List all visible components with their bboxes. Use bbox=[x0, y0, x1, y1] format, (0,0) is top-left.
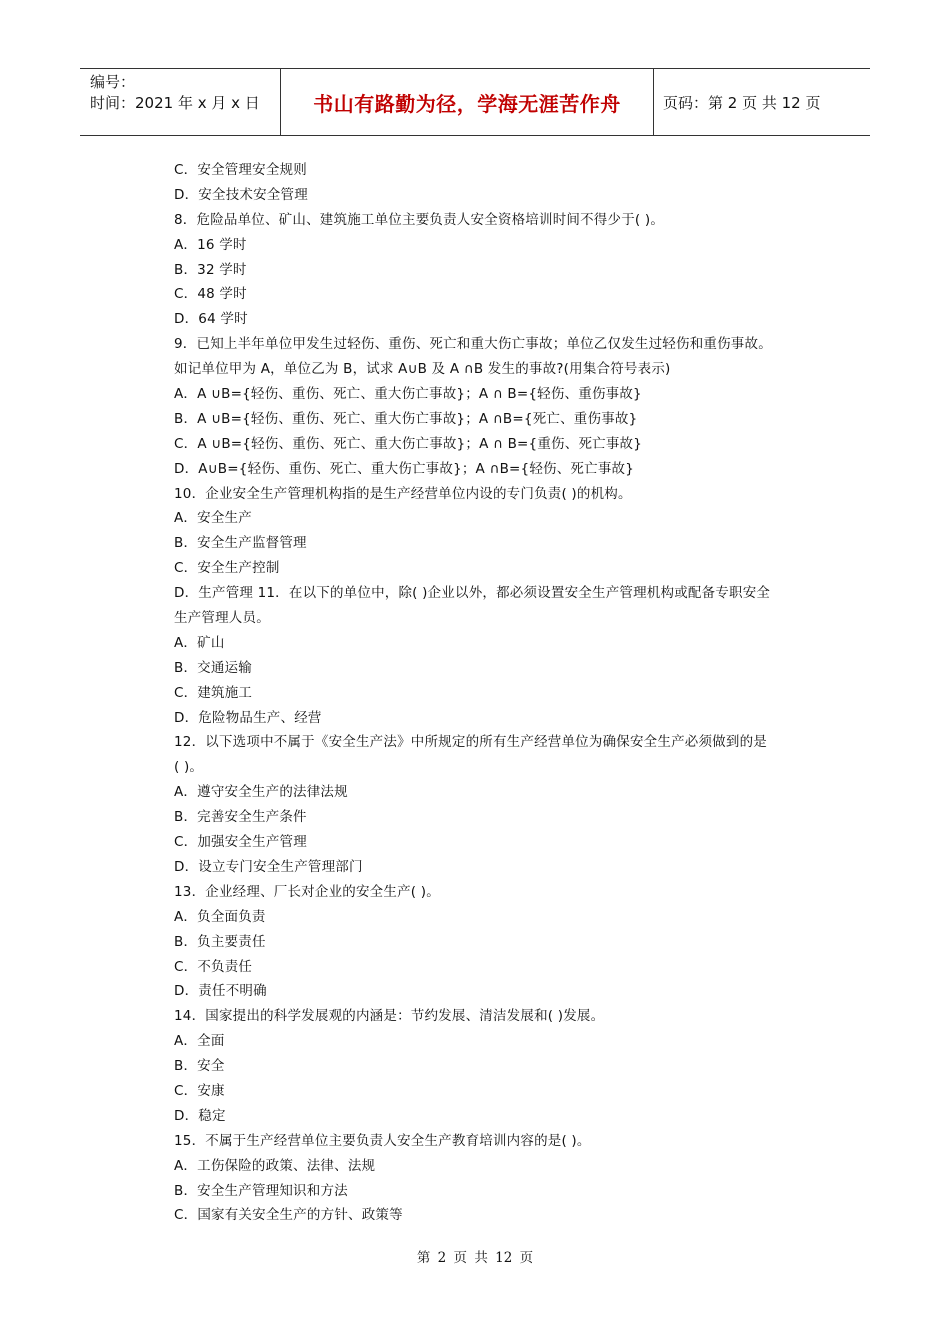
text-line: C．安全管理安全规则 bbox=[174, 162, 307, 178]
text-line: D．安全技术安全管理 bbox=[174, 186, 308, 203]
text-line: 14．国家提出的科学发展观的内涵是：节约发展、清洁发展和( )发展。 bbox=[174, 1008, 605, 1025]
text-line: 15．不属于生产经营单位主要负责人安全生产教育培训内容的是( )。 bbox=[174, 1132, 591, 1149]
page-footer: 第 2 页 共 12 页 bbox=[416, 1250, 534, 1266]
text-line: 9．已知上半年单位甲发生过轻伤、重伤、死亡和重大伤亡事故；单位乙仅发生过轻伤和重伤事故。 bbox=[174, 336, 772, 353]
text-line: B．安全生产管理知识和方法 bbox=[174, 1182, 348, 1199]
document-header bbox=[80, 68, 870, 136]
text-line: D．责任不明确 bbox=[174, 983, 267, 1000]
text-line: 生产管理人员。 bbox=[174, 610, 270, 627]
text-line: B．安全生产监督管理 bbox=[174, 535, 307, 552]
text-line: A．全面 bbox=[174, 1033, 225, 1050]
header-motto: 书山有路勤为径，学海无涯苦作舟 bbox=[281, 69, 654, 135]
text-line: 如记单位甲为 A，单位乙为 B，试求 A∪B 及 A ∩B 发生的事故?(用集合符号表示) bbox=[174, 361, 671, 378]
question-list bbox=[174, 158, 814, 1228]
text-line: 12．以下选项中不属于《安全生产法》中所规定的所有生产经营单位为确保安全生产必须做到的是 bbox=[174, 734, 767, 751]
text-line: C．48 学时 bbox=[174, 286, 247, 303]
text-line: B．32 学时 bbox=[174, 261, 247, 278]
text-line: B．负主要责任 bbox=[174, 933, 266, 950]
text-line: C．加强安全生产管理 bbox=[174, 834, 307, 851]
text-line: B．安全 bbox=[174, 1058, 225, 1075]
text-line: D．危险物品生产、经营 bbox=[174, 709, 322, 726]
text-line: C．国家有关安全生产的方针、政策等 bbox=[174, 1207, 403, 1224]
text-line: 13．企业经理、厂长对企业的安全生产( )。 bbox=[174, 883, 440, 900]
text-line: A．16 学时 bbox=[174, 236, 247, 253]
text-line: D．生产管理 11．在以下的单位中，除( )企业以外，都必须设置安全生产管理机构或配备专职安全 bbox=[174, 585, 771, 602]
text-line: B．A ∪B={轻伤、重伤、死亡、重大伤亡事故}；A ∩B={死亡、重伤事故} bbox=[174, 410, 638, 427]
text-line: A．负全面负责 bbox=[174, 908, 266, 925]
text-line: C．A ∪B={轻伤、重伤、死亡、重大伤亡事故}；A ∩ B={重伤、死亡事故} bbox=[174, 435, 643, 452]
text-line: D．设立专门安全生产管理部门 bbox=[174, 858, 363, 875]
text-line: C．安全生产控制 bbox=[174, 560, 280, 577]
text-line: ( )。 bbox=[174, 759, 204, 776]
text-line: C．不负责任 bbox=[174, 958, 253, 975]
text-line: B．交通运输 bbox=[174, 659, 252, 676]
text-line: 10．企业安全生产管理机构指的是生产经营单位内设的专门负责( )的机构。 bbox=[174, 485, 632, 502]
number-label: 编号： bbox=[90, 73, 136, 91]
header-meta bbox=[80, 69, 281, 135]
text-line: D．稳定 bbox=[174, 1107, 226, 1124]
text-line: A．矿山 bbox=[174, 634, 225, 651]
header-page-label: 页码：第 2 页 共 12 页 bbox=[663, 93, 821, 112]
text-line: A．遵守安全生产的法律法规 bbox=[174, 784, 348, 801]
text-line: B．完善安全生产条件 bbox=[174, 809, 307, 826]
text-line: C．安康 bbox=[174, 1082, 225, 1099]
time-label: 时间：2021 年 x 月 x 日 bbox=[90, 94, 260, 112]
text-line: D．64 学时 bbox=[174, 311, 248, 328]
text-line: A．安全生产 bbox=[174, 510, 252, 527]
text-line: A．A ∪B={轻伤、重伤、死亡、重大伤亡事故}；A ∩ B={轻伤、重伤事故} bbox=[174, 386, 642, 403]
text-line: A．工伤保险的政策、法律、法规 bbox=[174, 1157, 376, 1174]
text-line: 8．危险品单位、矿山、建筑施工单位主要负责人安全资格培训时间不得少于( )。 bbox=[174, 211, 665, 228]
text-line: C．建筑施工 bbox=[174, 684, 253, 701]
text-line: D．A∪B={轻伤、重伤、死亡、重大伤亡事故}；A ∩B={轻伤、死亡事故} bbox=[174, 460, 635, 477]
